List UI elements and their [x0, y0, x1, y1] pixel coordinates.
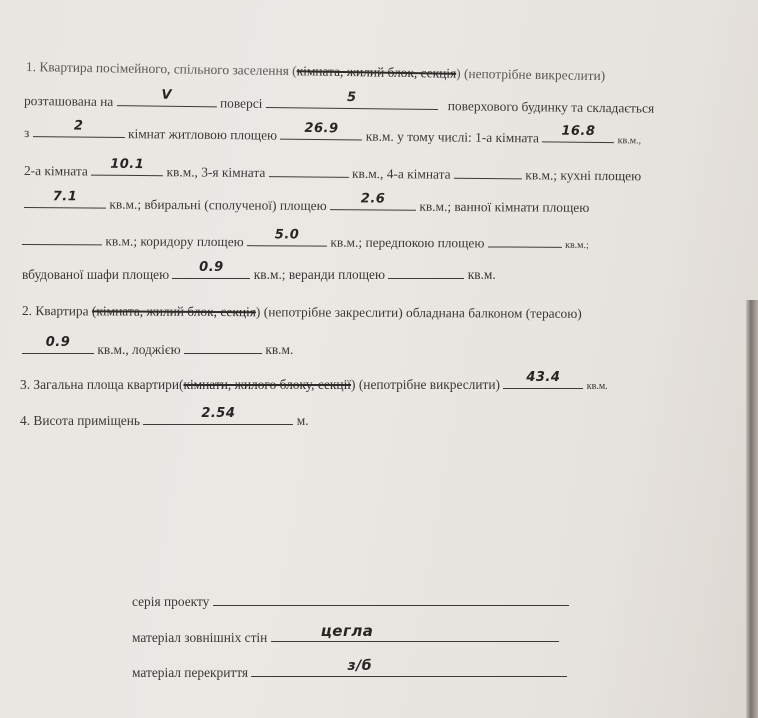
label-room4: кв.м., 4-а кімната	[352, 165, 451, 182]
unit-label: кв.м.,	[617, 135, 642, 147]
label-room3: кв.м., 3-я кімната	[166, 164, 266, 181]
label-living-area: кімнат житловою площею	[127, 126, 278, 143]
label-floor-suffix: поверсі	[219, 95, 263, 111]
balcony-value: 0.9	[45, 335, 71, 350]
label-room2: 2-а кімната	[23, 163, 88, 179]
section1-line1	[26, 58, 605, 85]
rooms-count-field[interactable]	[33, 118, 125, 138]
room4-value	[454, 177, 522, 178]
corridor-field[interactable]	[247, 227, 327, 246]
series-field[interactable]	[213, 591, 569, 606]
hallway-field[interactable]	[488, 232, 562, 247]
floors-total-field[interactable]	[266, 89, 438, 110]
section1-line6	[22, 227, 589, 255]
series-line	[132, 591, 569, 611]
section2-note: ) (непотрібне закреслити) обладнана балконом (терасою)	[255, 304, 582, 321]
label-toilet: кв.м.; вбиральні (сполученої) площею	[109, 196, 327, 214]
struck-text: (кімната, жилий блок, секція	[91, 303, 256, 320]
section1-line4	[23, 156, 642, 185]
section1-heading: 1. Квартира посімейного, спільного заселення (	[25, 59, 297, 79]
label-bathroom: кв.м.; ванної кімнати площею	[419, 198, 590, 215]
toilet-field[interactable]	[330, 191, 416, 211]
section2-heading: 2. Квартира	[21, 303, 92, 319]
room3-field[interactable]	[269, 162, 349, 178]
section1-line7	[22, 260, 496, 284]
closet-field[interactable]	[172, 260, 250, 279]
section3-note: ) (непотрібне викреслити)	[351, 377, 501, 392]
balcony-field[interactable]	[22, 335, 94, 354]
label-from: з	[23, 125, 30, 141]
toilet-value: 2.6	[360, 191, 386, 207]
kitchen-field[interactable]	[24, 189, 106, 209]
unit-label: кв.м.	[265, 342, 294, 357]
height-field[interactable]	[143, 406, 293, 425]
section1-note: ) (непотрібне викреслити)	[456, 65, 606, 84]
label-hallway: кв.м.; передпокою площею	[330, 234, 485, 251]
label-walls: матеріал зовнішніх стін	[132, 630, 268, 645]
floors-total-value: 5	[346, 89, 357, 106]
section4-heading: 4. Висота приміщень	[20, 413, 141, 428]
ceiling-field[interactable]	[251, 658, 567, 677]
label-series: серія проекту	[132, 594, 210, 609]
kitchen-value: 7.1	[52, 189, 78, 205]
ceiling-line	[132, 658, 567, 682]
unit-label: м.	[296, 413, 309, 428]
floor-value: V	[161, 87, 173, 103]
rooms-count-value: 2	[73, 118, 84, 134]
height-value: 2.54	[201, 406, 236, 421]
veranda-field[interactable]	[388, 264, 464, 279]
page-edge-shadow	[746, 300, 758, 718]
section3-line	[20, 370, 608, 396]
ceiling-value: з/б	[347, 658, 372, 674]
label-floor: розташована на	[23, 93, 114, 110]
section2-line1	[22, 302, 582, 323]
section1-line5	[24, 189, 590, 217]
loggia-field[interactable]	[184, 339, 262, 354]
room1-field[interactable]	[542, 123, 614, 143]
room3-value	[269, 175, 349, 176]
walls-line	[132, 622, 559, 647]
living-area-field[interactable]	[280, 120, 362, 141]
room2-value: 10.1	[110, 156, 145, 173]
struck-text: кімната, жилий блок, секція	[296, 63, 457, 81]
unit-label: кв.м.	[586, 381, 608, 392]
label-building: поверхового будинку та складається	[447, 98, 655, 116]
corridor-value: 5.0	[274, 227, 300, 243]
room1-value: 16.8	[561, 123, 596, 139]
living-area-value: 26.9	[304, 120, 339, 137]
room4-field[interactable]	[454, 164, 522, 180]
label-closet: вбудованої шафи площею	[22, 267, 170, 282]
walls-field[interactable]	[271, 622, 559, 642]
floor-field[interactable]	[117, 87, 217, 107]
label-loggia: кв.м., лоджією	[97, 342, 181, 357]
room2-field[interactable]	[91, 156, 163, 177]
section1-line3	[23, 118, 642, 150]
label-veranda: кв.м.; веранди площею	[253, 267, 385, 282]
section4-line	[20, 406, 309, 430]
section3-heading: 3. Загальна площа квартири(	[20, 377, 184, 392]
total-area-field[interactable]	[503, 370, 583, 389]
total-area-value: 43.4	[526, 370, 561, 385]
struck-text: кімнати, жилого блоку, секції	[183, 377, 352, 392]
section2-line2	[22, 335, 294, 359]
bathroom-field[interactable]	[22, 230, 102, 245]
label-ceiling: матеріал перекриття	[132, 665, 249, 680]
walls-value: цегла	[320, 622, 374, 640]
label-room1: кв.м. у тому числі: 1-а кімната	[365, 128, 540, 146]
label-corridor: кв.м.; коридору площею	[105, 233, 244, 250]
unit-label: кв.м.	[467, 267, 496, 282]
section1-line2	[23, 87, 655, 118]
unit-label: кв.м.;	[565, 239, 589, 251]
label-kitchen: кв.м.; кухні площею	[525, 167, 642, 184]
closet-value: 0.9	[199, 260, 224, 275]
